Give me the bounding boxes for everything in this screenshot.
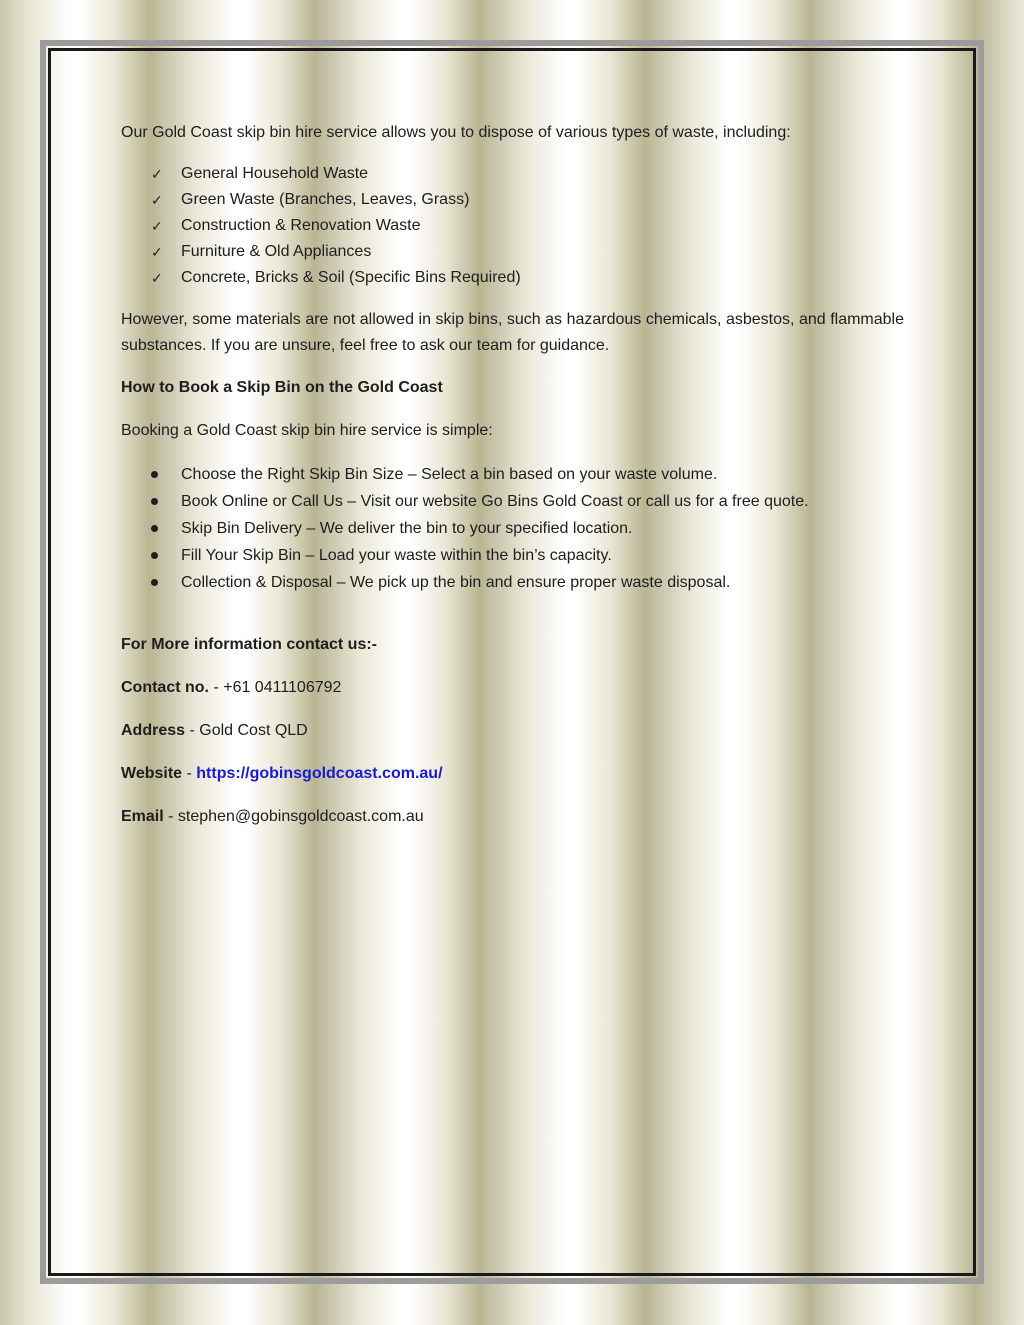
contact-email [121,804,904,830]
list-item [121,239,904,265]
checkmark-icon: ✓ [151,270,163,286]
list-item [121,542,904,569]
waste-types-list [121,161,904,291]
list-item [121,213,904,239]
booking-step-text: Book Online or Call Us – Visit our website Go Bins Gold Coast or call us for a free quote. [181,493,809,510]
phone-value: - +61 0411106792 [209,679,342,696]
checkmark-icon: ✓ [151,218,163,234]
bullet-icon [151,498,158,505]
waste-type-text: General Household Waste [181,165,369,182]
contact-address [121,718,904,744]
website-separator: - [182,765,197,782]
website-label: Website [121,765,183,782]
list-item [121,187,904,213]
email-label: Email [121,808,164,825]
waste-type-text: Concrete, Bricks & Soil (Specific Bins Required) [181,269,521,286]
contact-phone [121,675,904,701]
document-content [121,120,904,830]
booking-steps-list [121,461,904,596]
email-value: - stephen@gobinsgoldcoast.com.au [163,808,424,825]
restrictions-paragraph: However, some materials are not allowed in skip bins, such as hazardous chemicals, asbestos, and flammable substances. If you are unsure, feel free to ask our team for guidance. [121,311,904,354]
checkmark-icon: ✓ [151,192,163,208]
phone-label: Contact no. [121,679,209,696]
bullet-icon [151,552,158,559]
intro-paragraph: Our Gold Coast skip bin hire service allows you to dispose of various types of waste, including: [121,124,791,141]
booking-step-text: Collection & Disposal – We pick up the bin and ensure proper waste disposal. [181,574,731,591]
list-item [121,161,904,187]
checkmark-icon: ✓ [151,244,163,260]
list-item [121,515,904,542]
waste-type-text: Furniture & Old Appliances [181,243,372,260]
list-item [121,569,904,596]
website-link[interactable]: https://gobinsgoldcoast.com.au/ [196,765,443,782]
booking-step-text: Skip Bin Delivery – We deliver the bin to your specified location. [181,520,633,537]
list-item [121,265,904,291]
bullet-icon [151,525,158,532]
address-value: - Gold Cost QLD [185,722,308,739]
checkmark-icon: ✓ [151,166,163,182]
list-item [121,461,904,488]
bullet-icon [151,471,158,478]
booking-heading: How to Book a Skip Bin on the Gold Coast [121,379,443,396]
list-item [121,488,904,515]
booking-step-text: Choose the Right Skip Bin Size – Select a bin based on your waste volume. [181,466,718,483]
bullet-icon [151,579,158,586]
booking-step-text: Fill Your Skip Bin – Load your waste within the bin’s capacity. [181,547,612,564]
waste-type-text: Green Waste (Branches, Leaves, Grass) [181,191,470,208]
contact-website [121,761,904,787]
waste-type-text: Construction & Renovation Waste [181,217,421,234]
address-label: Address [121,722,186,739]
booking-intro: Booking a Gold Coast skip bin hire service is simple: [121,422,493,439]
contact-heading: For More information contact us:- [121,636,377,653]
